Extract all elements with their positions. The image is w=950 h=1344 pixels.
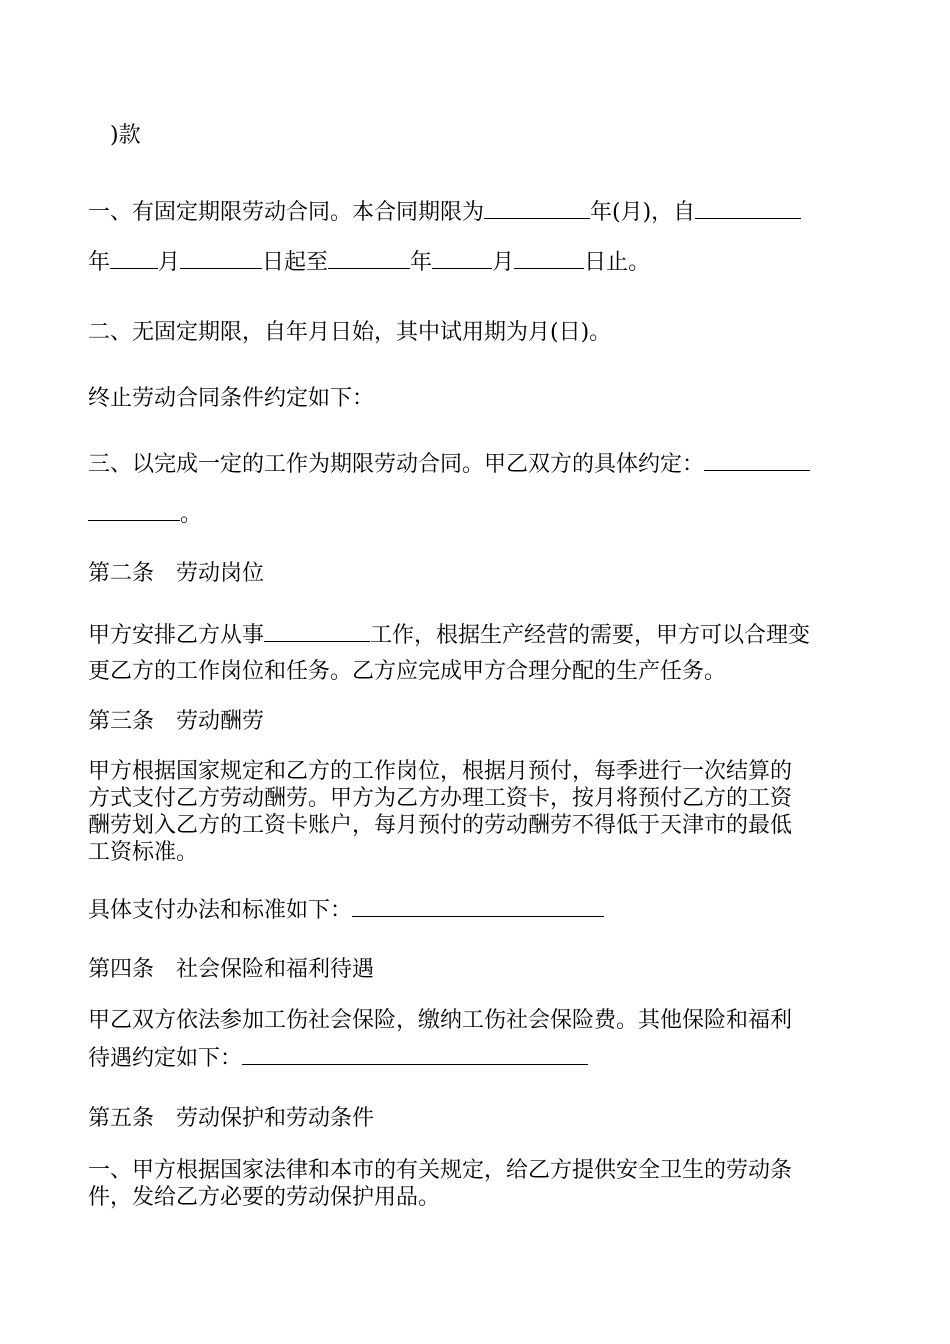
section-heading — [88, 707, 264, 737]
text: 一、有固定期限劳动合同。本合同期限为 — [88, 200, 485, 225]
text: 月 — [158, 250, 181, 275]
blank-field[interactable] — [352, 894, 604, 917]
paragraph-line: 工资标准。 — [88, 840, 199, 865]
text: 年(月)，自 — [590, 200, 696, 225]
text: 年 — [88, 250, 111, 275]
fixed-term-line-1 — [88, 196, 801, 228]
paragraph-line — [88, 1042, 588, 1074]
blank-field[interactable] — [264, 619, 370, 642]
payment-method-line — [88, 894, 604, 926]
paragraph-line — [88, 657, 726, 687]
blank-field[interactable] — [484, 196, 590, 219]
text: 更乙方的工作岗位和任务。乙方应完成甲方合理分配的生产任务。 — [88, 659, 727, 684]
paragraph-line: 酬劳划入乙方的工资卡账户，每月预付的劳动酬劳不得低于天津市的最低 — [88, 813, 793, 838]
section-heading — [88, 1104, 374, 1134]
blank-field[interactable] — [242, 1042, 588, 1065]
text: 二、无固定期限，自年月日始，其中试用期为月(日)。 — [88, 320, 612, 345]
text: 具体支付办法和标准如下： — [88, 898, 353, 923]
paragraph-line — [88, 619, 810, 651]
paragraph-line — [88, 1006, 792, 1036]
fixed-term-line-2 — [88, 246, 650, 278]
heading-text: 第三条 劳动酬劳 — [88, 709, 265, 734]
blank-field[interactable] — [704, 448, 810, 471]
text: 待遇约定如下： — [88, 1046, 243, 1071]
salary-paragraph — [88, 758, 792, 866]
clause-fragment — [110, 121, 141, 151]
section-heading — [88, 955, 374, 985]
paragraph-line: 甲方根据国家规定和乙方的工作岗位，根据月预付，每季进行一次结算的 — [88, 759, 793, 784]
section-heading — [88, 559, 264, 589]
blank-field[interactable] — [328, 246, 410, 269]
text: 日止。 — [584, 250, 651, 275]
text: 甲方安排乙方从事 — [88, 623, 265, 648]
text: 年 — [410, 250, 433, 275]
text: 月 — [492, 250, 515, 275]
blank-field[interactable] — [514, 246, 584, 269]
blank-field[interactable] — [110, 246, 158, 269]
protection-paragraph — [88, 1157, 792, 1211]
open-term-line — [88, 318, 611, 348]
text: 三、以完成一定的工作为期限劳动合同。甲乙双方的具体约定： — [88, 452, 705, 477]
text: 。 — [180, 502, 203, 527]
blank-field[interactable] — [88, 498, 180, 521]
text: 日起至 — [262, 250, 329, 275]
task-term-line-2 — [88, 498, 202, 530]
blank-field[interactable] — [180, 246, 262, 269]
text: 工作，根据生产经营的需要，甲方可以合理变 — [370, 623, 811, 648]
text: 终止劳动合同条件约定如下： — [88, 386, 375, 411]
paragraph-line: 一、甲方根据国家法律和本市的有关规定，给乙方提供安全卫生的劳动条 — [88, 1158, 793, 1183]
blank-field[interactable] — [432, 246, 492, 269]
text: 甲乙双方依法参加工伤社会保险，缴纳工伤社会保险费。其他保险和福利 — [88, 1008, 793, 1033]
fragment-text: )款 — [110, 123, 141, 148]
task-term-line — [88, 448, 810, 480]
blank-field[interactable] — [695, 196, 801, 219]
paragraph-line: 方式支付乙方劳动酬劳。甲方为乙方办理工资卡，按月将预付乙方的工资 — [88, 786, 793, 811]
paragraph-line: 件，发给乙方必要的劳动保护用品。 — [88, 1185, 441, 1210]
heading-text: 第四条 社会保险和福利待遇 — [88, 957, 375, 982]
termination-line — [88, 384, 374, 414]
heading-text: 第二条 劳动岗位 — [88, 561, 265, 586]
heading-text: 第五条 劳动保护和劳动条件 — [88, 1106, 375, 1131]
